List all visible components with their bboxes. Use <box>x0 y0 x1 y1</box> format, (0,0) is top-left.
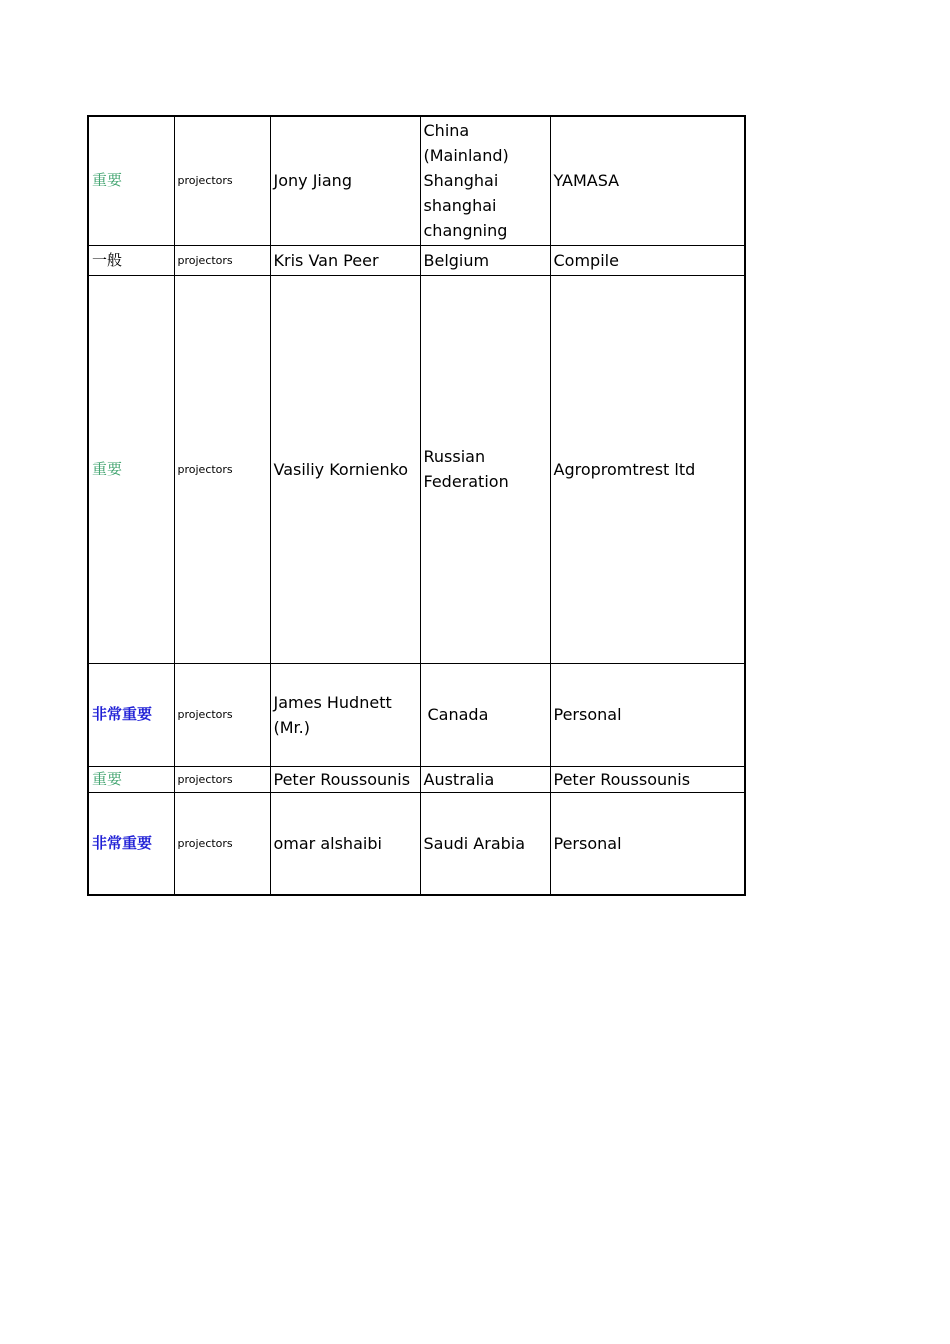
country-cell[interactable]: Australia <box>420 766 550 792</box>
country-cell[interactable]: Belgium <box>420 245 550 275</box>
table-row <box>88 275 745 663</box>
table-row <box>88 766 745 792</box>
category-cell[interactable]: projectors <box>174 275 270 663</box>
table-row <box>88 792 745 895</box>
country-cell[interactable]: Canada <box>420 663 550 766</box>
category-cell[interactable]: projectors <box>174 116 270 245</box>
company-cell[interactable]: Personal <box>550 663 745 766</box>
country-cell[interactable]: Russian Federation <box>420 275 550 663</box>
table-row <box>88 663 745 766</box>
country-cell[interactable]: Saudi Arabia <box>420 792 550 895</box>
name-cell[interactable]: Vasiliy Kornienko <box>270 275 420 663</box>
company-cell[interactable]: Personal <box>550 792 745 895</box>
table-row <box>88 245 745 275</box>
name-cell[interactable]: Kris Van Peer <box>270 245 420 275</box>
country-cell[interactable]: China (Mainland) Shanghai shanghai changning <box>420 116 550 245</box>
priority-cell[interactable]: 重要 <box>88 116 174 245</box>
priority-cell[interactable]: 非常重要 <box>88 792 174 895</box>
priority-cell[interactable]: 非常重要 <box>88 663 174 766</box>
name-cell[interactable]: James Hudnett (Mr.) <box>270 663 420 766</box>
company-cell[interactable]: Compile <box>550 245 745 275</box>
priority-cell[interactable]: 重要 <box>88 275 174 663</box>
category-cell[interactable]: projectors <box>174 792 270 895</box>
priority-cell[interactable]: 一般 <box>88 245 174 275</box>
category-cell[interactable]: projectors <box>174 663 270 766</box>
company-cell[interactable]: Agropromtrest ltd <box>550 275 745 663</box>
category-cell[interactable]: projectors <box>174 766 270 792</box>
company-cell[interactable]: Peter Roussounis <box>550 766 745 792</box>
spreadsheet-table <box>87 115 746 896</box>
table-row <box>88 116 745 245</box>
category-cell[interactable]: projectors <box>174 245 270 275</box>
name-cell[interactable]: Peter Roussounis <box>270 766 420 792</box>
company-cell[interactable]: YAMASA <box>550 116 745 245</box>
priority-cell[interactable]: 重要 <box>88 766 174 792</box>
name-cell[interactable]: omar alshaibi <box>270 792 420 895</box>
name-cell[interactable]: Jony Jiang <box>270 116 420 245</box>
